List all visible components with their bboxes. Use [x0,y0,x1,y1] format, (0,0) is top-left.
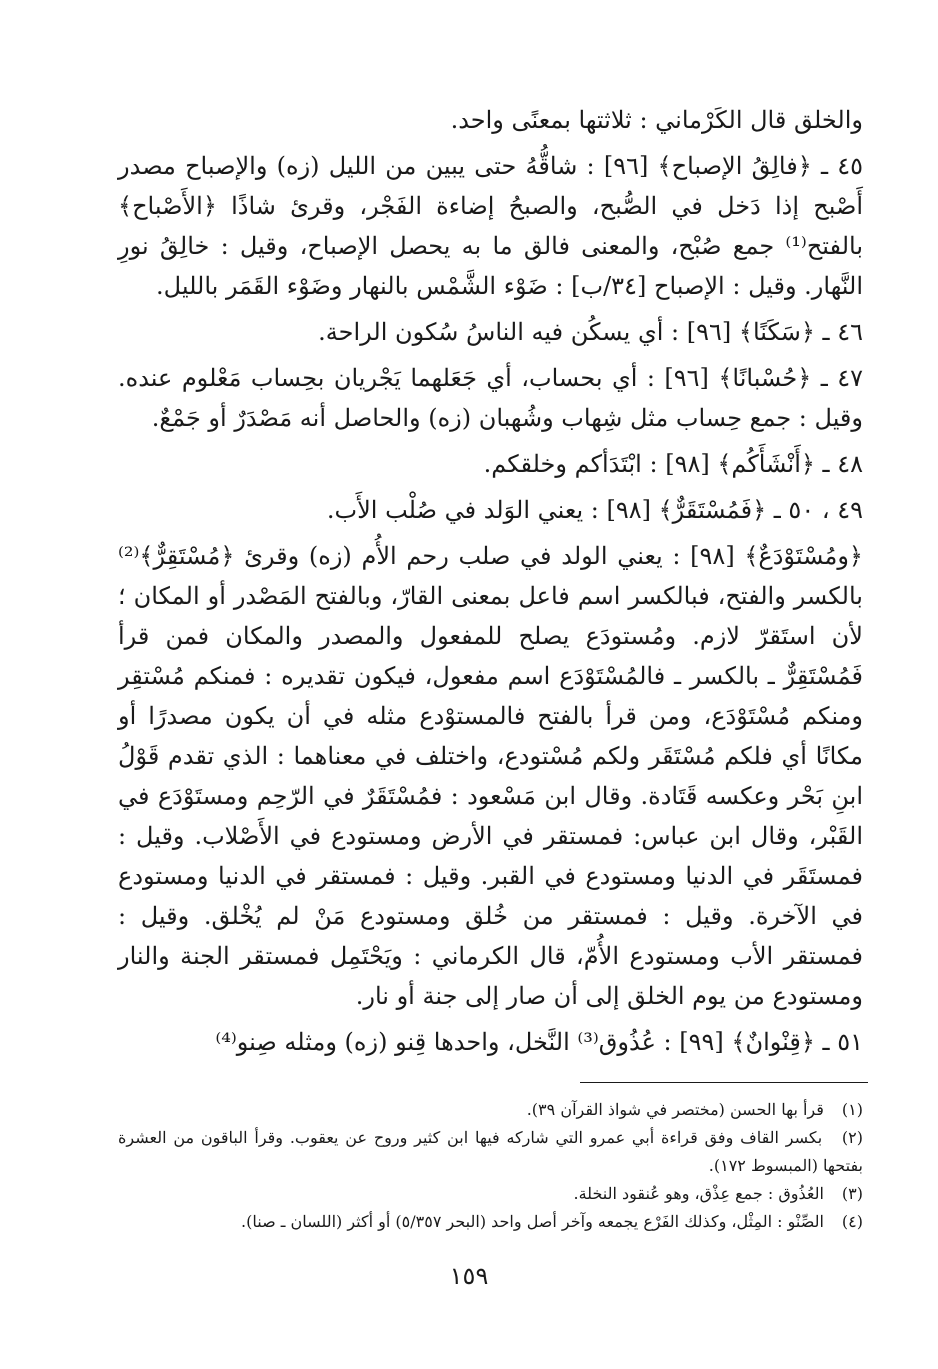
footnote-number: (١) [841,1100,863,1119]
main-text [118,100,863,1068]
footnote-text: قرأ بها الحسن (مختصر في شواذ القرآن ٣٩). [526,1100,824,1119]
footnote [118,1208,863,1236]
footnote-text: بكسر القاف وفق قراءة أبي عمرو التي شاركه فيها ابن كثير وروح عن يعقوب. وقرأ الباقون من العشرة بفتحها (المبسوط ١٧٢). [118,1128,863,1175]
paragraph-mustawda: ﴿ومُسْتَوْدَعٌ﴾ [٩٨] : يعني الولد في صلب رحم الأُم (زه) وقرئ ﴿مُسْتَقِرٌّ﴾⁽²⁾ بالكسر والفتح، فبالكسر اسم فاعل بمعنى القارّ، وبالفتح المَصْدر أو المكان ؛ لأن استَقرّ لازم. ومُستودَع يصلح للمفعول والمصدر والمكان فمن قرأ فَمُسْتَقِرٌّ ـ بالكسر ـ فالمُسْتَوْدَع اسم مفعول، فيكون تقديره : فمنكم مُسْتقِر ومنكم مُسْتَوْدَع، ومن قرأ بالفتح فالمستوْدع مثله في أن يكون مصدرًا أو مكانًا أي فلكم مُسْتَقَر ولكم مُسْتودع، واختلف في معناهما : الذي تقدم قَوْلُ ابنِ بَحْر وعكسه قَتَادة. وقال ابن مَسْعود : فمُسْتَقَرٌ في الرّحِم ومستَوْدَع في القَبْر، وقال ابن عباس: فمستقر في الأرض ومستودع في الأَصْلاب. وقيل : فمستَقَر في الدنيا ومستودع في القبر. وقيل : فمستقر في الدنيا ومستودع في الآخرة. وقيل : فمستقر من خُلق ومستودع مَنْ لم يُخْلق. وقيل : فمستقر الأب ومستودع الأُمّ، قال الكرماني : ويَحْتَمِل فمستقر الجنة والنار ومستودع من يوم الخلق إلى أن صار إلى جنة أو نار. [118,542,863,1010]
footnote [118,1096,863,1124]
footnote-text: الصِّنْو : المِثْل، وكذلك الفَرْع يجمعه وآخر أصل واحد (البحر ٥/٣٥٧) أو أكثر (اللسان ـ صنا). [241,1212,824,1231]
paragraph-continuation: والخلق قال الكَرْماني : ثلاثتها بمعنًى واحد. [450,106,863,134]
footnote-divider [580,1082,868,1083]
paragraph-51: ٥١ ـ ﴿قِنْوانٌ﴾ [٩٩] : عُذُوق⁽³⁾ النَّخل، واحدها قِنو (زه) ومثله صِنو⁽⁴⁾ [215,1028,863,1056]
paragraph-47: ٤٧ ـ ﴿حُسْبانًا﴾ [٩٦] : أي بحساب، أي جَعَلهما يَجْريان بحِساب مَعْلوم عنده. وقيل : جمع حِساب مثل شِهاب وشُهبان (زه) والحاصل أنه مَصْدَرٌ أو جَمْعٌ. [118,364,863,432]
page-number: ١٥٩ [449,1262,489,1290]
footnote-number: (٣) [841,1184,863,1203]
footnote-number: (٤) [841,1212,863,1231]
footnote-text: العُذُوق : جمع عِذْق، وهو عُنقود النخلة. [573,1184,824,1203]
paragraph-49-50: ٤٩ ، ٥٠ ـ ﴿فَمُسْتَقَرٌّ﴾ [٩٨] : يعني الوَلد في صُلْب الأَب. [326,496,863,524]
paragraph-45: ٤٥ ـ ﴿فالِقُ الإصباح﴾ [٩٦] : شاقُّهُ حتى يبين من الليل (زه) والإصباح مصدر أَصْبح إذا دَخل في الصُّبح، والصبحُ إضاءة الفَجْر، وقرئ شاذًا ﴿الأَصْباح﴾ بالفتح⁽¹⁾ جمع صُبْح، والمعنى فالق ما به يحصل الإصباح، وقيل : خالِقُ نورِ النَّهار. وقيل : الإصباح [٣٤/ب] : ضَوْء الشَّمْس بالنهار وضَوْء القَمَر بالليل. [118,152,863,300]
paragraph-48: ٤٨ ـ ﴿أَنْشَأَكُم﴾ [٩٨] : ابْتَدَأكم وخلقكم. [483,450,863,478]
footnote-number: (٢) [841,1128,863,1147]
footnote [118,1180,863,1208]
paragraph-46: ٤٦ ـ ﴿سَكَنًا﴾ [٩٦] : أي يسكُن فيه الناسُ سُكون الراحة. [318,318,863,346]
footnote [118,1124,863,1180]
footnotes [118,1096,863,1236]
